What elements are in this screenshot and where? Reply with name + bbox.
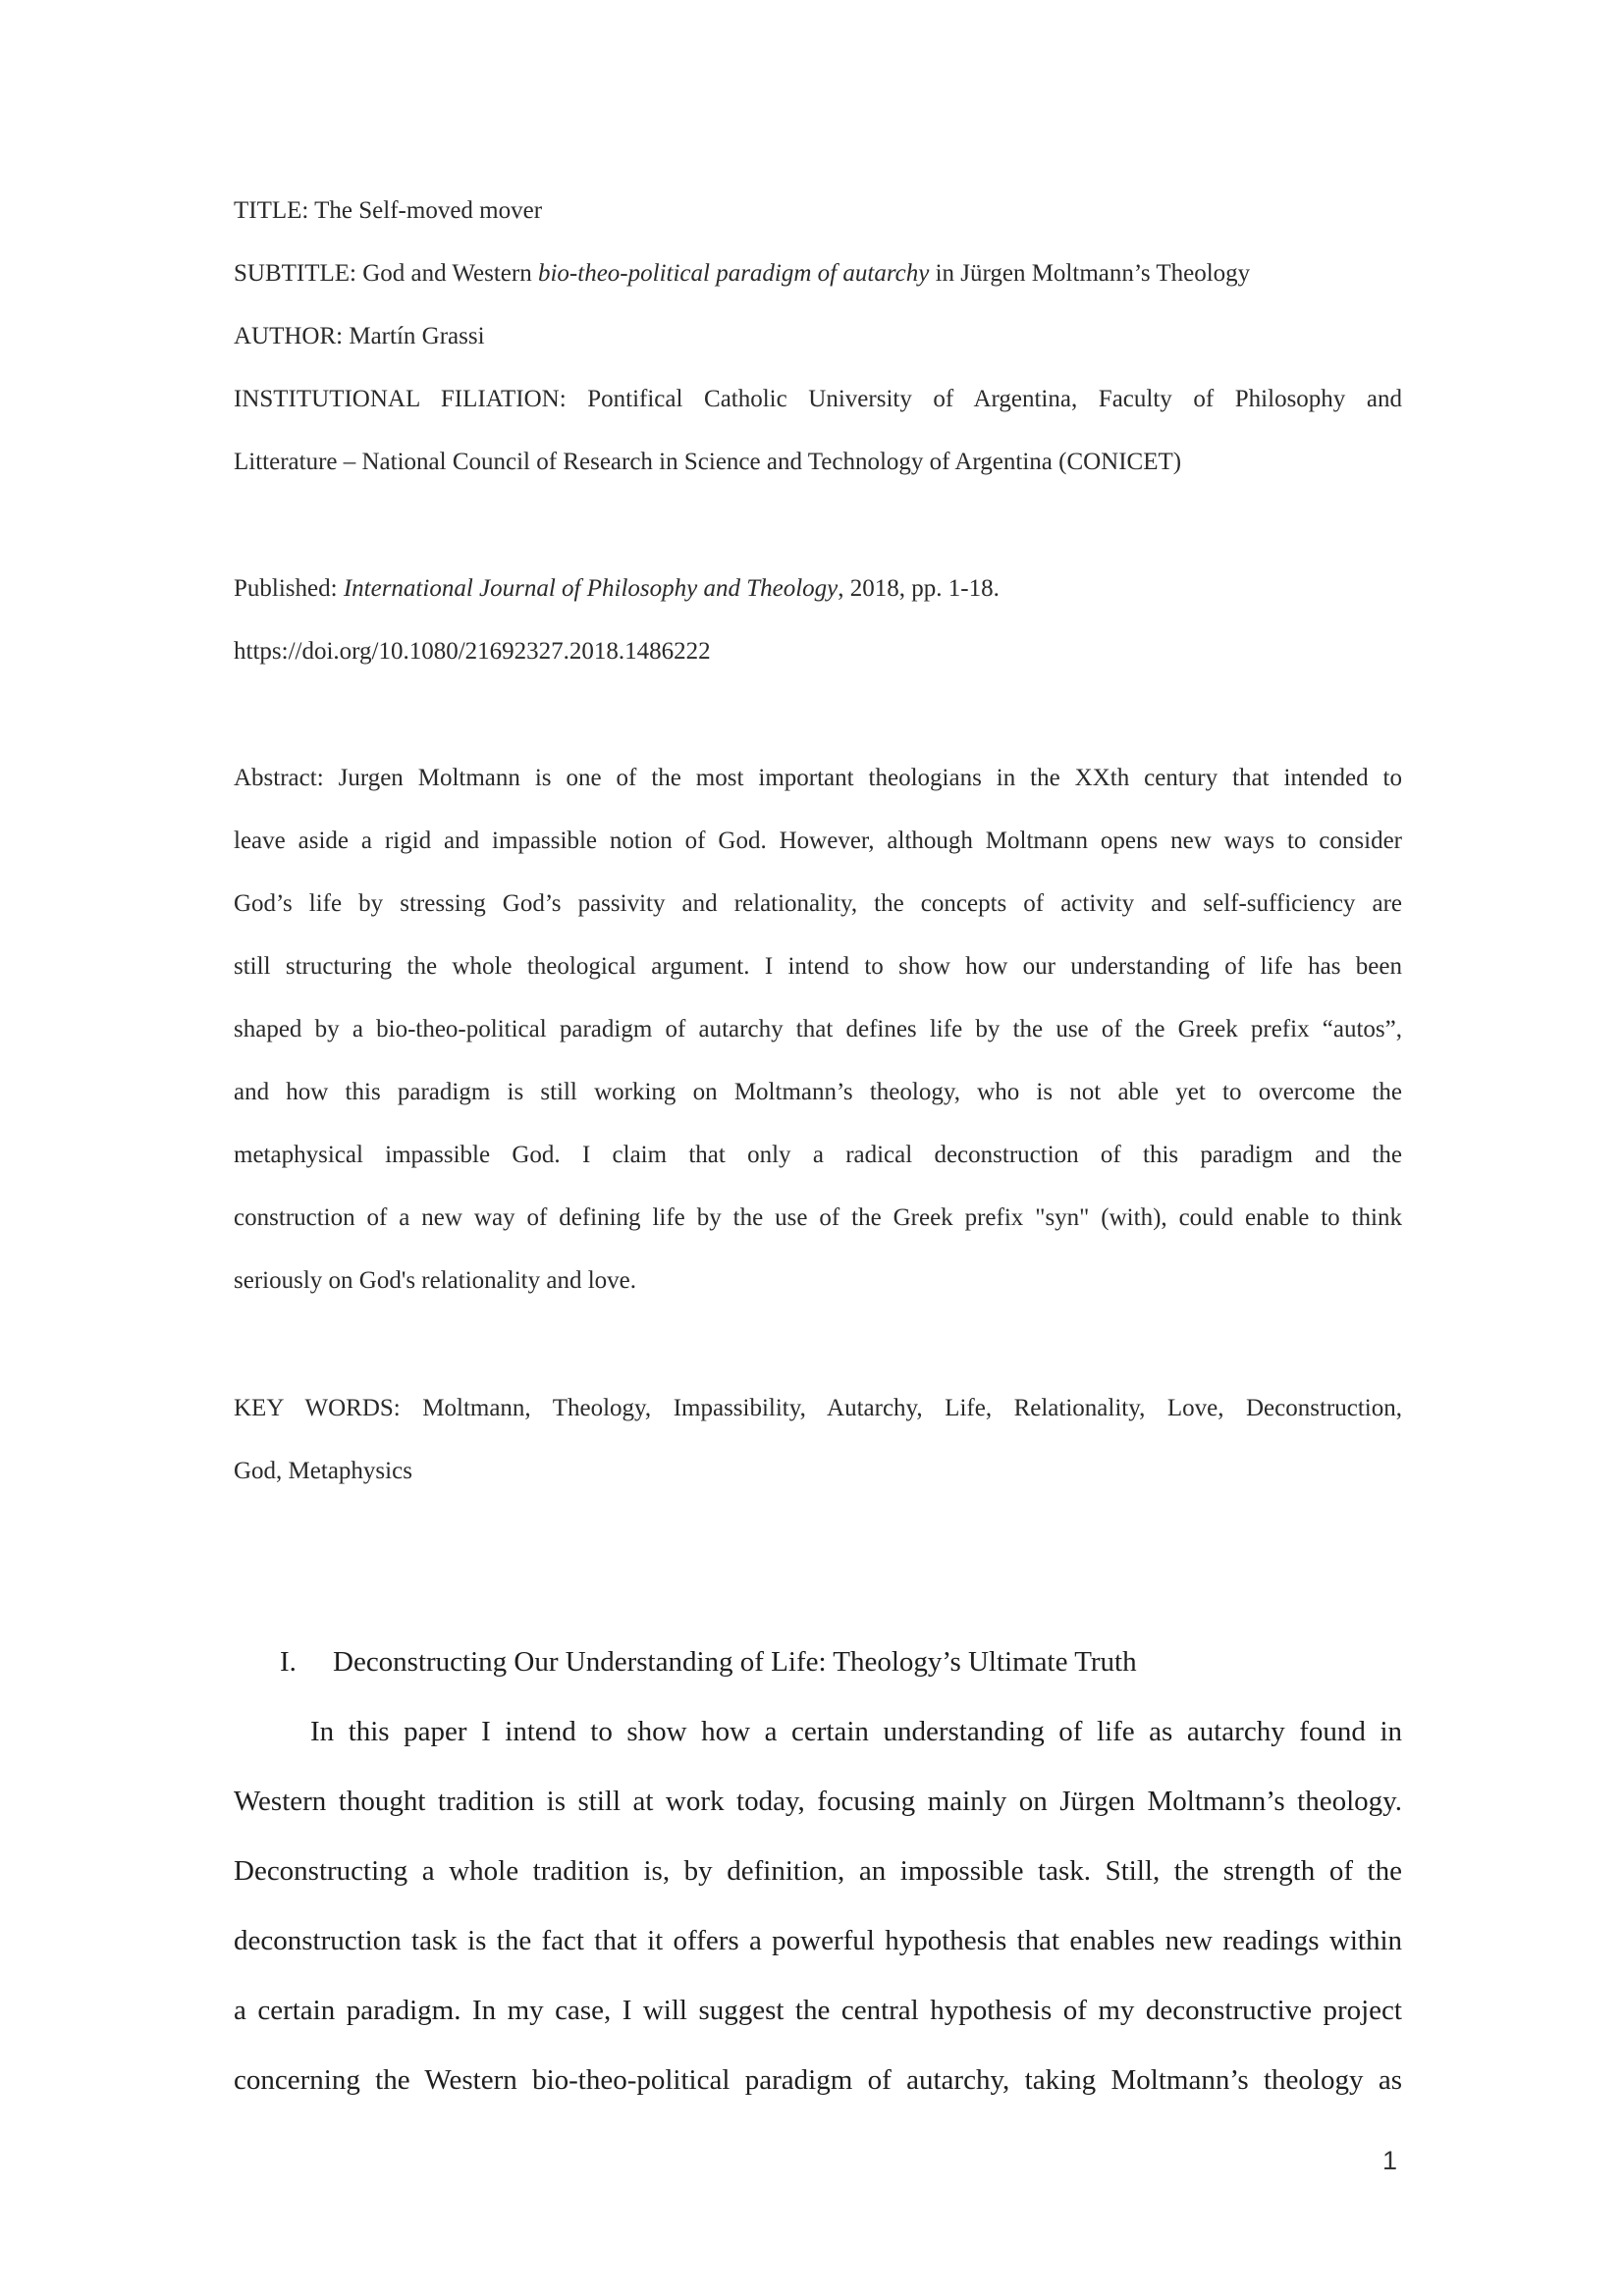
section-heading (280, 1645, 1137, 1679)
body-line: In this paper I intend to show how a certain understanding of life as autarchy found in (310, 1716, 1402, 1747)
keywords-block (234, 1377, 1402, 1503)
subtitle-suffix: in Jürgen Moltmann’s Theology (929, 260, 1251, 287)
keywords-line-2: God, Metaphysics (234, 1458, 412, 1484)
body-line: concerning the Western bio-theo-political paradigm of autarchy, taking Moltmann’s theology as (234, 2064, 1402, 2096)
section-number: I. (280, 1646, 297, 1678)
body-line: Deconstructing a whole tradition is, by definition, an impossible task. Still, the strength of the (234, 1855, 1402, 1887)
section-title: Deconstructing Our Understanding of Life: Theology’s Ultimate Truth (333, 1646, 1137, 1678)
subtitle-line (234, 259, 1250, 289)
abstract-line: construction of a new way of defining life by the use of the Greek prefix "syn" (with), could enable to think (234, 1204, 1402, 1231)
abstract-line: still structuring the whole theological argument. I intend to show how our understanding of life has been (234, 953, 1402, 980)
publication-prefix: Published: (234, 575, 344, 602)
author-line (234, 322, 485, 351)
body-line: Western thought tradition is still at work today, focusing mainly on Jürgen Moltmann’s theology. (234, 1786, 1402, 1817)
subtitle-prefix: SUBTITLE: God and Western (234, 260, 538, 287)
abstract-line: metaphysical impassible God. I claim that only a radical deconstruction of this paradigm and the (234, 1142, 1402, 1168)
abstract-block (234, 747, 1402, 1312)
abstract-line: seriously on God's relationality and love. (234, 1267, 636, 1294)
body-line: a certain paradigm. In my case, I will suggest the central hypothesis of my deconstructive project (234, 1995, 1402, 2026)
publication-suffix: , 2018, pp. 1-18. (838, 575, 1000, 602)
page-number: 1 (1382, 2146, 1398, 2175)
keywords-line-1: KEY WORDS: Moltmann, Theology, Impassibility, Autarchy, Life, Relationality, Love, Deconstruction, (234, 1395, 1402, 1421)
publication-line (234, 574, 1000, 604)
subtitle-italic: bio-theo-political paradigm of autarchy (537, 260, 930, 287)
doi-line (234, 637, 711, 667)
abstract-line: leave aside a rigid and impassible notion of God. However, although Moltmann opens new ways to consider (234, 828, 1402, 854)
publication-journal: International Journal of Philosophy and Theology (343, 575, 839, 602)
body-line: deconstruction task is the fact that it offers a powerful hypothesis that enables new readings within (234, 1925, 1402, 1956)
title-text: TITLE: The Self-moved mover (234, 197, 543, 224)
abstract-line: shaped by a bio-theo-political paradigm of autarchy that defines life by the use of the Greek prefix “autos”, (234, 1016, 1402, 1042)
abstract-line: and how this paradigm is still working on Moltmann’s theology, who is not able yet to overcome the (234, 1079, 1402, 1105)
title-line (234, 196, 542, 226)
author-text: AUTHOR: Martín Grassi (234, 323, 485, 349)
doi-link[interactable]: https://doi.org/10.1080/21692327.2018.1486222 (234, 638, 711, 665)
filiation-line-2: Litterature – National Council of Research in Science and Technology of Argentina (CONICET) (234, 449, 1182, 475)
filiation-line-1: INSTITUTIONAL FILIATION: Pontifical Catholic University of Argentina, Faculty of Philosophy and (234, 386, 1402, 412)
abstract-line: God’s life by stressing God’s passivity and relationality, the concepts of activity and self-sufficiency are (234, 890, 1402, 917)
filiation-block (234, 368, 1402, 494)
section-body (234, 1697, 1402, 2115)
abstract-line: Abstract: Jurgen Moltmann is one of the most important theologians in the XXth century that intended to (234, 765, 1402, 791)
